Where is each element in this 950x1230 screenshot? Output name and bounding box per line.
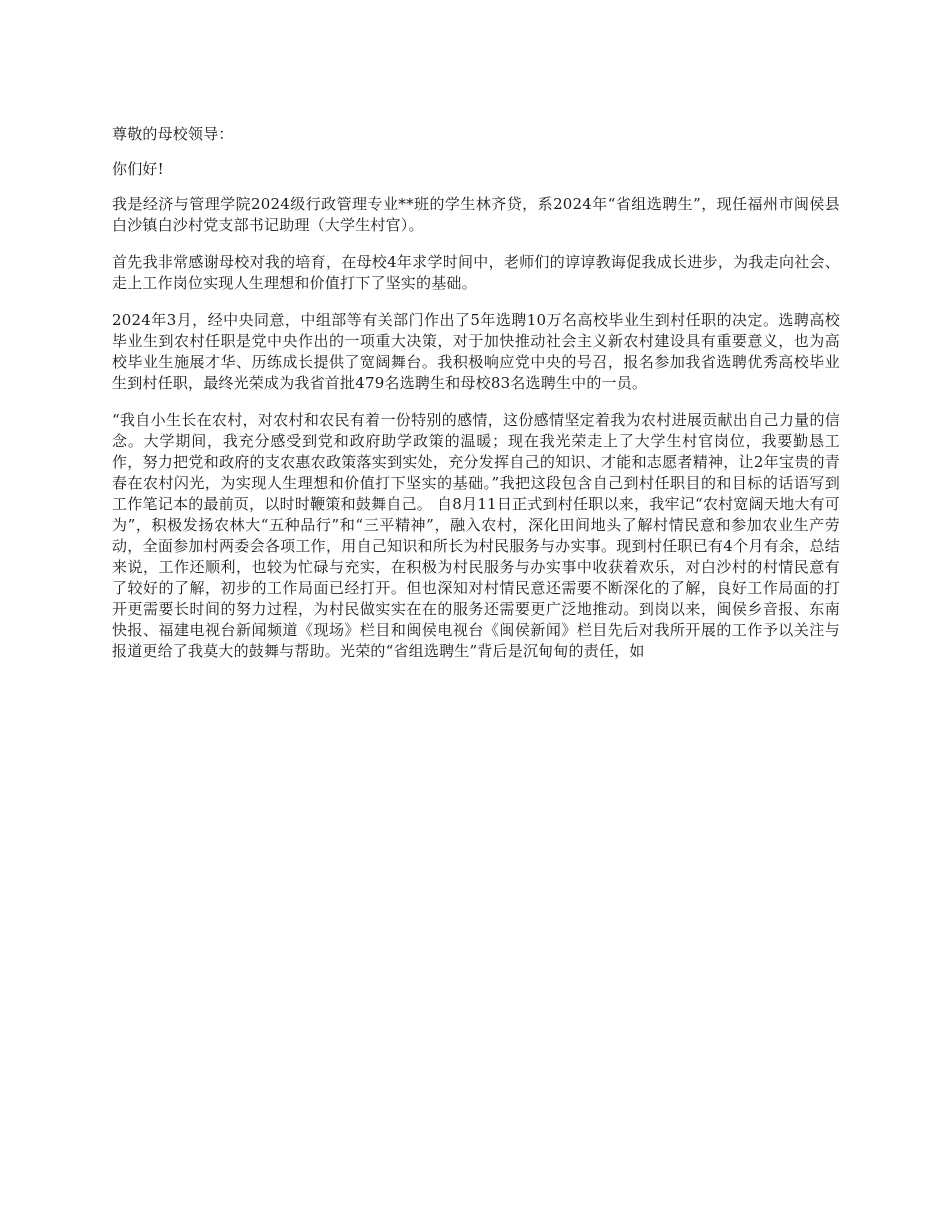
- paragraph-gratitude: 首先我非常感谢母校对我的培育，在母校4年求学时间中，老师们的谆谆教诲促我成长进步，为我走向社会、走上工作岗位实现人生理想和价值打下了坚实的基础。: [112, 253, 840, 292]
- greeting: 你们好!: [112, 160, 164, 178]
- paragraph-selection-policy: 2024年3月，经中央同意，中组部等有关部门作出了5年选聘10万名高校毕业生到村任职的决定。选聘高校毕业生到农村任职是党中央作出的一项重大决策，对于加快推动社会主义新农村建设具有重要意义，也为高校毕业生施展才华、历练成长提供了宽阔舞台。我积极响应党中央的号召，报名参加我省选聘优秀高校毕业生到村任职，最终光荣成为我省首批479名选聘生和母校83名选聘生中的一员。: [112, 311, 840, 392]
- letter-body: [112, 124, 840, 678]
- paragraph-work-experience: “我自小生长在农村，对农村和农民有着一份特别的感情，这份感情坚定着我为农村进展贡献出自己力量的信念。大学期间，我充分感受到党和政府助学政策的温暖；现在我光荣走上了大学生村官岗位，我要勤恳工作，努力把党和政府的支农惠农政策落实到实处，充分发挥自己的知识、才能和志愿者精神，让2年宝贵的青春在农村闪光，为实现人生理想和价值打下坚实的基础。”我把这段包含自己到村任职目的和目标的话语写到工作笔记本的最前页，以时时鞭策和鼓舞自己。 自8月11日正式到村任职以来，我牢记“农村宽阔天地大有可为”，积极发扬农林大“五种品行”和“三平精神”，融入农村，深化田间地头了解村情民意和参加农业生产劳动，全面参加村两委会各项工作，用自己知识和所长为村民服务与办实事。现到村任职已有4个月有余，总结来说，工作还顺利，也较为忙碌与充实，在积极为村民服务与办实事中收获着欢乐，对白沙村的村情民意有了较好的了解，初步的工作局面已经打开。但也深知对村情民意还需要不断深化的了解，良好工作局面的打开更需要长时间的努力过程，为村民做实实在在的服务还需要更广泛地推动。到岗以来，闽侯乡音报、东南快报、福建电视台新闻频道《现场》栏目和闽侯电视台《闽侯新闻》栏目先后对我所开展的工作予以关注与报道更给了我莫大的鼓舞与帮助。光荣的“省组选聘生”背后是沉甸甸的责任，如: [112, 411, 840, 660]
- paragraph-introduction: 我是经济与管理学院2024级行政管理专业**班的学生林齐贷，系2024年“省组选聘生”，现任福州市闽侯县白沙镇白沙村党支部书记助理（大学生村官）。: [112, 195, 840, 234]
- salutation: 尊敬的母校领导：: [112, 125, 234, 143]
